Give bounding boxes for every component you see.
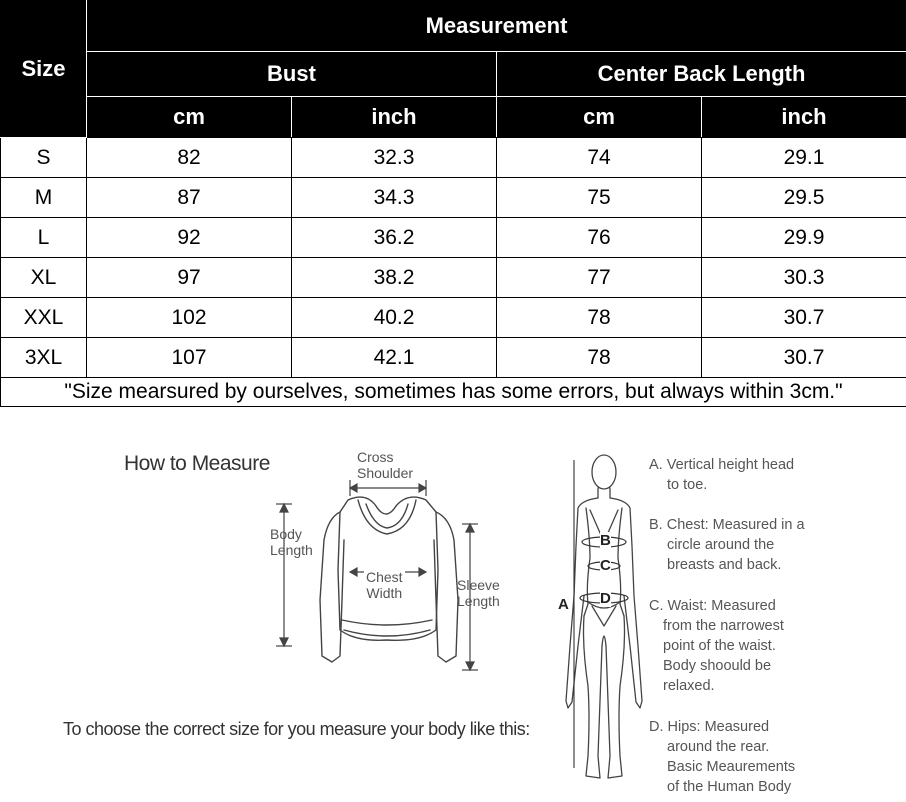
table-cell: 82 <box>87 138 292 178</box>
description-a: A. Vertical height head to toe. <box>649 457 795 493</box>
human-body-illustration <box>560 446 646 786</box>
table-row <box>1 218 906 258</box>
sleeve-length-label: Sleeve Length <box>457 577 500 609</box>
cross-shoulder-label: Cross Shoulder <box>357 449 414 481</box>
table-cell: 38.2 <box>292 258 497 298</box>
table-row <box>1 338 906 378</box>
size-cell: M <box>1 178 87 218</box>
table-cell: 107 <box>87 338 292 378</box>
table-cell: 102 <box>87 298 292 338</box>
description-c: C. Waist: Measured from the narrowest point of the waist. Body shoould be relaxed. <box>649 598 784 694</box>
table-cell: 34.3 <box>292 178 497 218</box>
table-cell: 76 <box>497 218 702 258</box>
marker-a: A <box>558 596 569 613</box>
table-row <box>1 298 906 338</box>
table-cell: 29.5 <box>702 178 906 218</box>
table-cell: 30.7 <box>702 298 906 338</box>
table-cell: 78 <box>497 298 702 338</box>
bust-header: Bust <box>87 52 497 97</box>
description-d: D. Hips: Measured around the rear. Basic Meaurements of the Human Body <box>649 719 796 795</box>
marker-d: D <box>600 590 611 607</box>
size-cell: S <box>1 138 87 178</box>
unit-header: inch <box>292 97 497 138</box>
table-cell: 97 <box>87 258 292 298</box>
chest-width-label: Chest Width <box>366 569 403 601</box>
table-cell: 42.1 <box>292 338 497 378</box>
table-cell: 30.3 <box>702 258 906 298</box>
table-cell: 32.3 <box>292 138 497 178</box>
table-cell: 87 <box>87 178 292 218</box>
size-note: "Size mearsured by ourselves, sometimes has some errors, but always within 3cm." <box>1 378 906 407</box>
table-cell: 30.7 <box>702 338 906 378</box>
table-cell: 77 <box>497 258 702 298</box>
how-to-measure-title: How to Measure <box>124 452 270 475</box>
table-cell: 92 <box>87 218 292 258</box>
marker-c: C <box>600 557 611 574</box>
unit-header: inch <box>702 97 906 138</box>
table-cell: 29.1 <box>702 138 906 178</box>
center-back-length-header: Center Back Length <box>497 52 906 97</box>
measurement-header: Measurement <box>87 1 906 52</box>
table-cell: 40.2 <box>292 298 497 338</box>
marker-b: B <box>600 532 611 549</box>
unit-header: cm <box>87 97 292 138</box>
size-header: Size <box>1 1 87 138</box>
table-cell: 29.9 <box>702 218 906 258</box>
table-row <box>1 258 906 298</box>
table-cell: 75 <box>497 178 702 218</box>
table-cell: 74 <box>497 138 702 178</box>
unit-header: cm <box>497 97 702 138</box>
body-length-label: Body Length <box>270 526 313 558</box>
table-cell: 36.2 <box>292 218 497 258</box>
table-cell: 78 <box>497 338 702 378</box>
description-b: B. Chest: Measured in a circle around the breasts and back. <box>649 517 805 573</box>
table-row <box>1 178 906 218</box>
size-cell: XXL <box>1 298 87 338</box>
table-row <box>1 138 906 178</box>
choose-size-instruction: To choose the correct size for you measure your body like this: <box>63 719 530 739</box>
size-cell: XL <box>1 258 87 298</box>
size-cell: 3XL <box>1 338 87 378</box>
size-cell: L <box>1 218 87 258</box>
